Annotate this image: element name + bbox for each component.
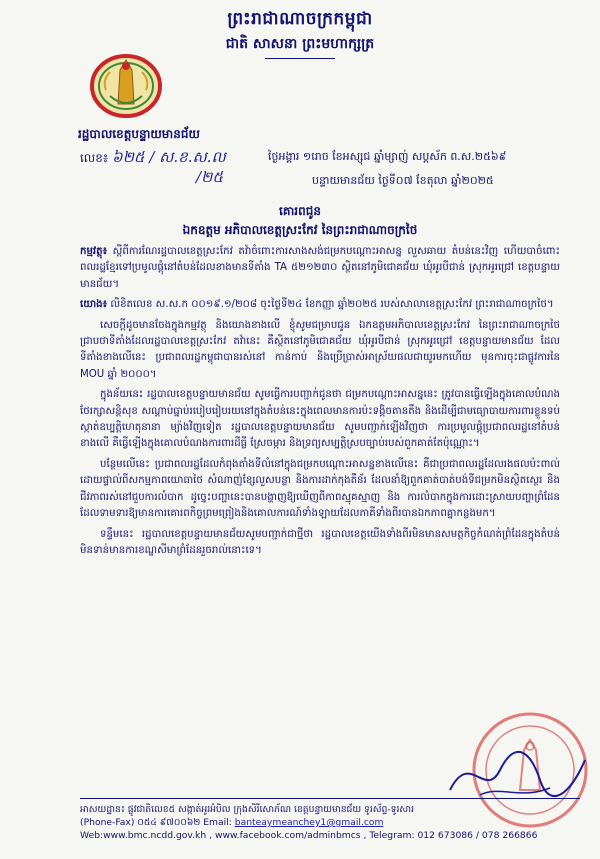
reference-paragraph <box>80 297 560 313</box>
reference-text: លិខិតលេខ ស.ស.ក ០០១៩.១/២០៨ ចុះថ្ងៃទី២៤ ខែកញ្ញា ឆ្នាំ២០២៥ របស់សាលាខេត្តស្រះកែវ ព្រះរាជាណាចក្រថៃ។ <box>110 299 554 311</box>
reference-label: លេខ៖ <box>80 151 109 165</box>
national-motto: ជាតិ សាសនា ព្រះមហាក្សត្រ <box>225 36 375 52</box>
footer-address: អាសយដ្ឋាន៖ ផ្លូវជាតិលេខ៥ សង្កាត់អូរអំបិល ក្រុងសិរីសោភ័ណ ខេត្តបន្ទាយមានជ័យ ទូរស័ព្ទ-ទូរសារ <box>80 804 415 815</box>
footer-contact-line <box>80 816 580 829</box>
motto-divider <box>265 58 335 64</box>
subject-paragraph <box>80 244 560 293</box>
footer-email-label: Email: <box>203 817 232 828</box>
provincial-emblem <box>88 50 164 122</box>
reference-handwritten: ៦២៥ / ស.ខ.ស.ល <box>111 148 226 166</box>
reference-label-body: យោង៖ <box>80 299 108 311</box>
salutation: គោរពជូន <box>279 204 321 218</box>
subject-label: កម្មវត្ថុ៖ <box>80 246 108 257</box>
body-paragraph-4: ទន្ទឹមនេះ រដ្ឋបាលខេត្តបន្ទាយមានជ័យសូមបញ្ជាក់ជាថ្មីថា រដ្ឋបាលខេត្តយើងទាំងពីរមិនមានសមត្ថកិច្ចកំណត់ព្រំដែនក្នុងតំបន់មិនទាន់មានការខណ្ឌសីមាព្រំដែនរួចរាល់នោះទេ។ <box>80 528 560 556</box>
kingdom-heading: ព្រះរាជាណាចក្រកម្ពុជា <box>227 9 373 29</box>
body-paragraph-2: ក្នុងន័យនេះ រដ្ឋបាលខេត្តបន្ទាយមានជ័យ សូមធ្វើការបញ្ជាក់ជូនថា ជម្រកបណ្តោះអាសន្ននេះ ត្រូវបានធ្វើឡើងក្នុងគោលបំណងថែរក្សាសន្តិសុខ សណ្តាប់ធ្នាប់របៀបរៀបរយនៅក្នុងតំបន់នេះក្នុងពេលមានការប៉ះទង្គិចតានតឹង និងដើម្បីជាមធ្យោបាយការពារខ្លួនទប់ស្កាត់ឧប្បត្តិហេតុនានា ម្យ៉ាងវិញទៀត រដ្ឋបាលខេត្តបន្ទាយមានជ័យ សូមបញ្ជាក់ឡើងវិញថា ការប្រមូលផ្តុំប្រជាពលរដ្ឋនៅតំបន់ខាងលើ គឺធ្វើឡើងក្នុងគោលបំណងការពារដីធ្លី ស្រែចម្ការ និងទ្រព្យសម្បត្តិស្របច្បាប់របស់ពួកគាត់តែប៉ុណ្ណោះ។ <box>80 389 560 450</box>
body-paragraph-3: បន្ថែមលើនេះ ប្រជាពលរដ្ឋដែលកំពុងតាំងទីលំនៅក្នុងជម្រកបណ្តោះអាសន្នខាងលើនេះ គឺជាប្រជាពលរដ្ឋដែលរងផលប៉ះពាល់ដោយផ្ទាល់ពីសកម្មភាពយោធាថៃ សំណាញ់ខ្សែលួសបន្លា និងការដាក់កុងតឺន័រ ដែលនាំឱ្យពួកគាត់បាត់បង់ទីជម្រកមិនស្ថិតស្ថេរ និងជីវភាពរស់នៅជួបការលំបាក ដូច្នេះបញ្ហានេះបានបង្ហាញឱ្យឃើញពីភាពស្មុគស្មាញ និង ការលំបាកក្នុងការដោះស្រាយបញ្ហាព្រំដែនដែលទាមទារឱ្យមានការគោរពកិច្ចព្រមព្រៀងនិងគោលការណ៍ទាំងឡាយដែលភាគីទាំងពីរបានឯកភាពគ្នាកន្លងមក។ <box>80 458 560 520</box>
lunar-date: ថ្ងៃអង្គារ ១រោច ខែអស្សុជ ឆ្នាំម្សាញ់ សប្តស័ក ព.ស.២៥៦៩ <box>268 150 507 163</box>
reference-suffix: /២៥ <box>196 168 224 186</box>
footer-email-link[interactable]: banteaymeanchey1@gmail.com <box>234 817 384 828</box>
reference-number <box>80 148 226 170</box>
place-date: បន្ទាយមានជ័យ ថ្ងៃទី០៧ ខែតុលា ឆ្នាំ២០២៥ <box>312 174 494 187</box>
addressee: ឯកឧត្តម អភិបាលខេត្តស្រះកែវ នៃព្រះរាជាណាចក្រថៃ <box>182 223 418 237</box>
letter-footer <box>80 798 580 842</box>
body-paragraph-1: សេចក្តីដូចមានចែងក្នុងកម្មវត្ថុ និងយោងខាងលើ ខ្ញុំសូមជម្រាបជូន ឯកឧត្តមអភិបាលខេត្តស្រះកែវ នៃព្រះរាជាណាចក្រថៃ ជ្រាបថាទីតាំងដែលរដ្ឋបាលខេត្តស្រះកែវ តវ៉ានេះ គឺស្ថិតនៅភូមិជោគជ័យ ឃុំអូរបីជាន់ ស្រុកអូរជ្រៅ ខេត្តបន្ទាយមានជ័យ ដែលទីតាំងខាងលើនេះ ប្រជាពលរដ្ឋកម្ពុជាបានរស់នៅ កាន់កាប់ និងប្រើប្រាស់អាស្រ័យផលជាយូរមកហើយ មុនការចុះជាផ្លូវការនៃ MOU ឆ្នាំ ២០០០។ <box>80 319 560 380</box>
letter-body <box>80 244 560 563</box>
footer-phone-fax: (Phone-Fax) ០៥៤ ៩៧០០៦២ <box>80 817 201 828</box>
sender-office: រដ្ឋបាលខេត្តបន្ទាយមានជ័យ <box>78 127 200 141</box>
footer-web[interactable]: Web:www.bmc.ncdd.gov.kh , www.facebook.com/adminbmcs , Telegram: 012 673086 / 078 266866 <box>80 830 538 841</box>
subject-text: ស្តីពីការណែរដ្ឋបាលខេត្តស្រះកែវ តវ៉ាចំពោះការសាងសង់ជម្រកបណ្តោះអាសន្ន លួសឆាយ តំបន់នេះវិញ ហើយបាចំពោះពលរដ្ឋខ្មែរទៅប្រមូលផ្តុំនៅតំបន់ដែលខាងមានទីតាំង TA ៥២១២៣០ ស្ថិតនៅភូមិជោគជ័យ ឃុំអូរបីជាន់ ស្រុកអូរជ្រៅ ខេត្តបន្ទាយមានជ័យ។ <box>80 246 560 290</box>
